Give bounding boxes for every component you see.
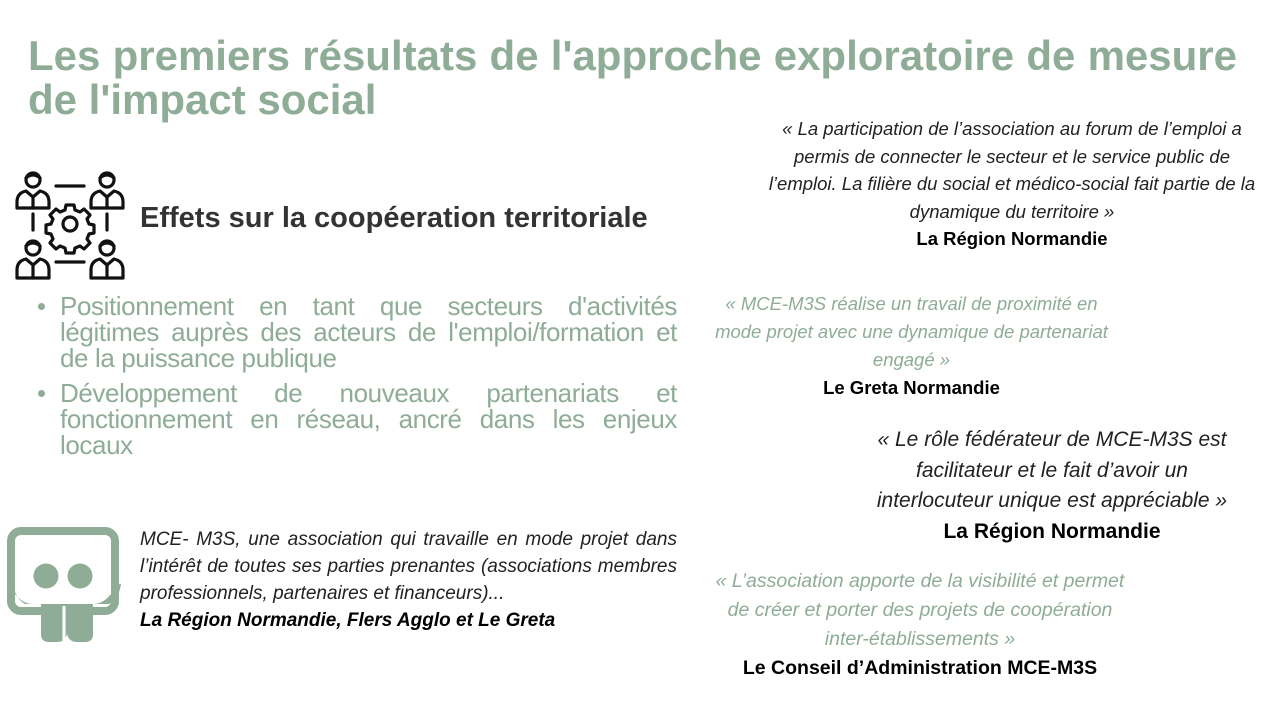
quote-text: « La participation de l’association au forum de l’emploi a permis de connecter le secteur et le service public de l’emploi. La filière du social et médico-social fait partie de la dynamique du territoire » <box>768 118 1256 222</box>
quote-text: « L’association apporte de la visibilité et permet de créer et porter des projets de coopération inter-établissements » <box>715 570 1125 650</box>
quote-text: « MCE-M3S réalise un travail de proximité en mode projet avec une dynamique de partenariat engagé » <box>715 293 1108 370</box>
bullet-dot <box>38 390 45 397</box>
quote-card <box>860 425 1244 547</box>
hands-together-icon <box>3 526 125 644</box>
quote-card <box>766 115 1258 253</box>
quote-card <box>710 567 1130 683</box>
testimonial-note <box>140 526 677 634</box>
section-title: Effets sur la coopéeration territoriale <box>140 202 648 234</box>
team-cooperation-gear-icon <box>12 168 128 282</box>
quote-source: La Région Normandie <box>943 519 1161 543</box>
note-text: MCE- M3S, une association qui travaille en mode projet dans l’intérêt de toutes ses parties prenantes (associations membres professionnels, partenaires et financeurs)... <box>140 529 677 604</box>
note-source: La Région Normandie, Flers Agglo et Le Greta <box>140 610 556 631</box>
bullet-list <box>36 293 677 467</box>
quote-card <box>713 290 1110 402</box>
list-item <box>36 293 677 371</box>
list-item <box>36 380 677 458</box>
page-title: Les premiers résultats de l'approche exploratoire de mesure de l'impact social <box>28 32 1237 123</box>
quote-source: Le Conseil d’Administration MCE-M3S <box>742 657 1098 679</box>
quote-source: Le Greta Normandie <box>823 377 1000 398</box>
bullet-text: Développement de nouveaux partenariats et fonctionnement en réseau, ancré dans les enjeux locaux <box>60 378 677 460</box>
quote-source: La Région Normandie <box>916 228 1108 249</box>
quote-text: « Le rôle fédérateur de MCE-M3S est facilitateur et le fait d’avoir un interlocuteur unique est appréciable » <box>876 428 1228 512</box>
bullet-text: Positionnement en tant que secteurs d'activités légitimes auprès des acteurs de l'emploi/formation et de la puissance publique <box>60 291 677 373</box>
bullet-dot <box>38 303 45 310</box>
